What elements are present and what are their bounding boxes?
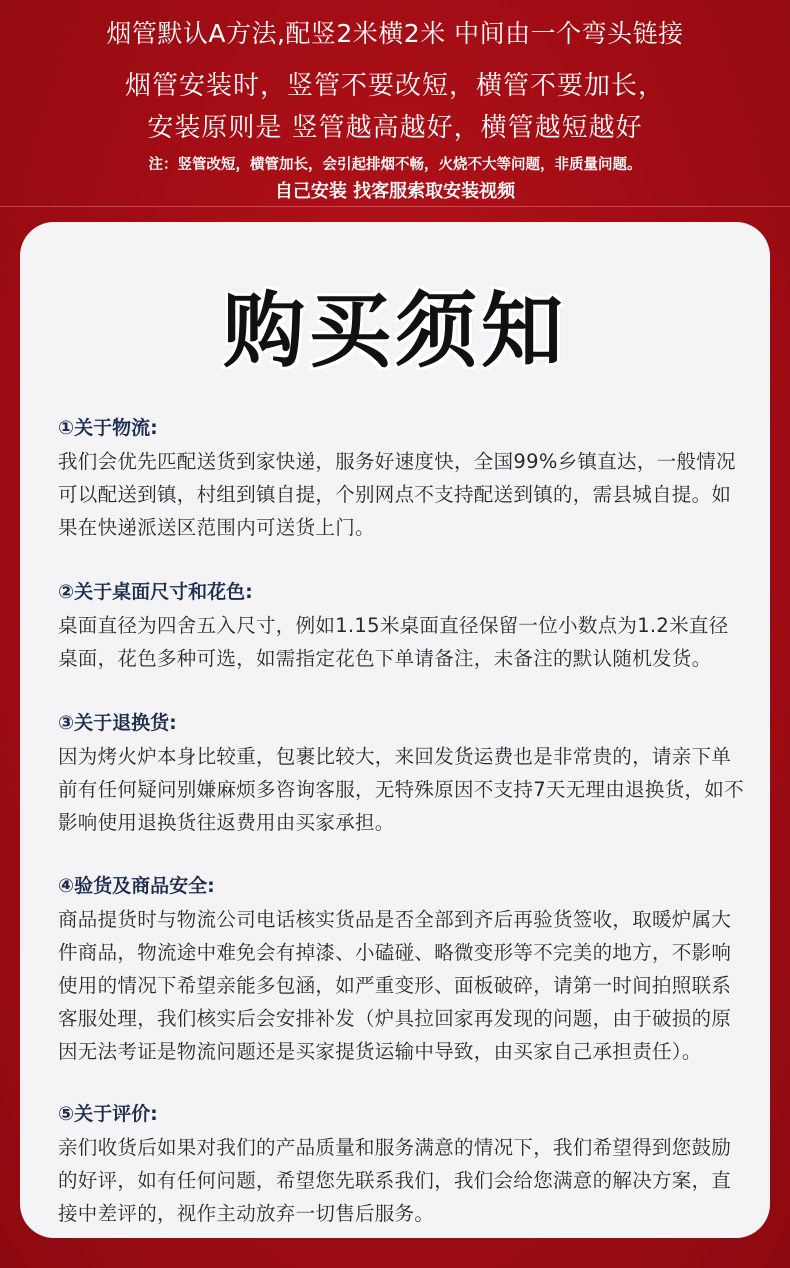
install-video-notice: 自己安装 找客服索取安装视频 [274, 181, 516, 202]
section-returns [58, 708, 748, 839]
section-body: 桌面直径为四舍五入尺寸，例如1.15米桌面直径保留一位小数点为1.2米直径桌面，花色多种可选，如需指定花色下单请备注，未备注的默认随机发货。 [58, 614, 729, 670]
header-line-3: 安装原则是 竖管越高越好，横管越短越好 [147, 113, 643, 143]
section-body: 我们会优先匹配送货到家快递，服务好速度快，全国99%乡镇直达，一般情况可以配送到镇，村组到镇自提，个别网点不支持配送到镇的，需县城自提。如果在快递派送区范围内可送货上门。 [58, 450, 736, 539]
header-divider [0, 206, 790, 207]
section-heading: ⑤关于评价: [58, 1103, 158, 1125]
section-heading: ③关于退换货: [58, 712, 177, 734]
section-table-size-color [58, 577, 748, 675]
section-body: 因为烤火炉本身比较重，包裹比较大，来回发货运费也是非常贵的，请亲下单前有任何疑问别嫌麻烦多咨询客服，无特殊原因不支持7天无理由退换货，如不影响使用退换货往返费用由买家承担。 [58, 745, 744, 834]
section-reviews [58, 1099, 748, 1230]
header-line-1: 烟管默认A方法,配竖2米横2米 中间由一个弯头链接 [106, 19, 684, 48]
section-heading: ①关于物流: [58, 417, 158, 439]
section-body: 亲们收货后如果对我们的产品质量和服务满意的情况下，我们希望得到您鼓励的好评，如有任何问题，希望您先联系我们，我们会给您满意的解决方案，直接中差评的，视作主动放弃一切售后服务。 [58, 1136, 732, 1225]
section-inspection-safety [58, 871, 748, 1068]
section-heading: ④验货及商品安全: [58, 875, 215, 897]
section-heading: ②关于桌面尺寸和花色: [58, 581, 253, 603]
page-title: 购买须知 [222, 284, 567, 379]
header-line-2: 烟管安装时，竖管不要改短，横管不要加长， [124, 71, 665, 101]
section-logistics [58, 413, 748, 544]
section-body: 商品提货时与物流公司电话核实货品是否全部到齐后再验货签收，取暖炉属大件商品，物流途中难免会有掉漆、小磕碰、略微变形等不完美的地方，不影响使用的情况下希望亲能多包涵，如严重变形、面板破碎，请第一时间拍照联系客服处理，我们核实后会安排补发（炉具拉回家再发现的问题，由于破损的原因无法考证是物流问题还是买家提货运输中导致，由买家自己承担责任）。 [58, 908, 732, 1063]
header-note: 注：竖管改短，横管加长，会引起排烟不畅，火烧不大等问题，非质量问题。 [148, 157, 642, 173]
